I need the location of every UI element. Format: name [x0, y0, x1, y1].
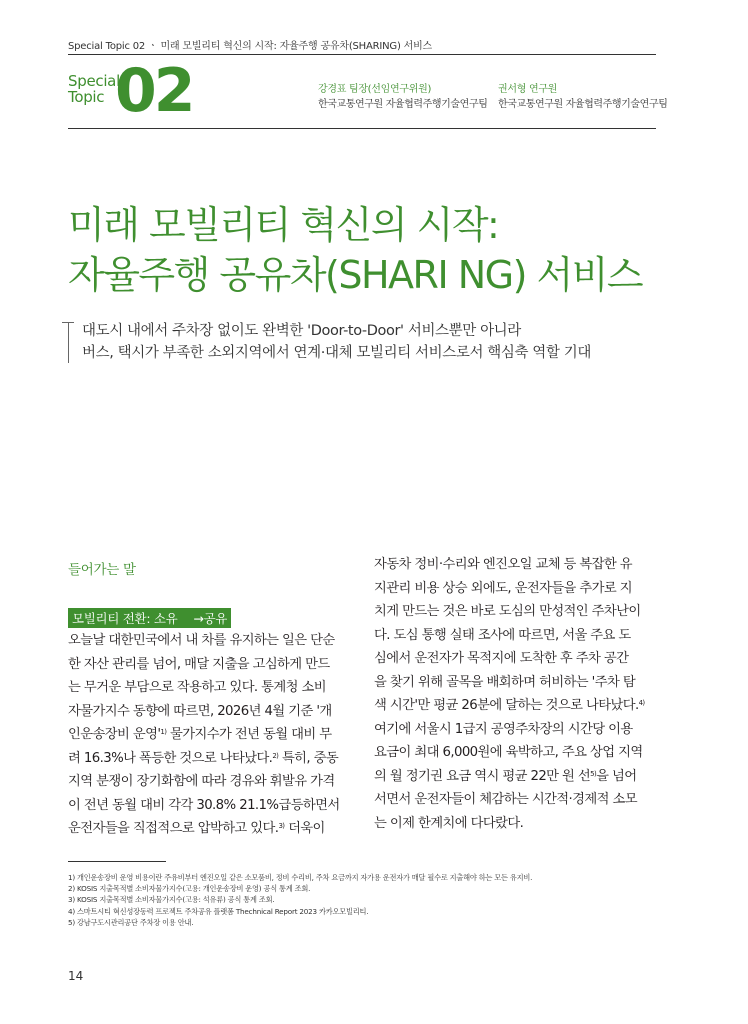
- footnote: 3) KOSIS 지출목적별 소비자물가지수(고용: 석유류) 공식 통계 조회.: [68, 895, 275, 905]
- lead-summary: [82, 320, 591, 364]
- body-text: 지역 분쟁이 장기화함에 따라 경유와 휘발유 가격: [68, 774, 335, 789]
- author-name: 강경표 팀장(선임연구위원): [318, 84, 432, 95]
- body-line: [374, 718, 664, 742]
- special-topic-label-line2: Topic: [68, 88, 105, 106]
- topic-number: 02: [115, 56, 193, 126]
- body-text: 더욱이: [284, 821, 325, 836]
- body-text: 는 무거운 부담으로 작용하고 있다. 통계청 소비: [68, 680, 327, 695]
- body-text: 을 넘어: [596, 768, 637, 784]
- body-text: 물가지수가 전년 동월 대비 무: [166, 727, 332, 742]
- body-line: [374, 694, 664, 718]
- body-line: [374, 765, 664, 789]
- body-text: 인운송장비 운영': [68, 727, 161, 742]
- body-line: [68, 629, 358, 653]
- body-text: 는 이제 한계치에 다다랐다.: [374, 815, 524, 831]
- body-text: 다. 도심 통행 실태 조사에 따르면, 서울 주요 도: [374, 627, 631, 643]
- body-line: [374, 812, 664, 836]
- body-line: [374, 788, 664, 812]
- author-block-2: [498, 80, 667, 110]
- body-text: 한 자산 관리를 넘어, 매달 지출을 고심하게 만드: [68, 656, 330, 672]
- right-column: [374, 553, 664, 835]
- topic-rule: [68, 128, 656, 129]
- footnotes: [68, 872, 532, 928]
- body-line: [68, 653, 358, 677]
- body-text: 서면서 운전자들이 체감하는 시간적·경제적 소모: [374, 792, 638, 807]
- running-header: Special Topic 02 ㆍ 미래 모빌리티 혁신의 시작: 자율주행 공유차(SHARING) 서비스: [68, 41, 433, 52]
- body-text: 색 시간'만 평균 26분에 달하는 것으로 나타났다.: [374, 698, 639, 713]
- body-text: 요금이 최대 6,000원에 육박하고, 주요 상업 지역: [374, 745, 643, 760]
- body-line: [374, 671, 664, 695]
- body-text: 자물가지수 동향에 따르면, 2026년 4월 기준 '개: [68, 703, 332, 719]
- author-block-1: [318, 80, 487, 110]
- body-line: [68, 723, 358, 747]
- body-text: 을 찾기 위해 골목을 배회하며 허비하는 '주차 탐: [374, 674, 636, 690]
- article-title-line2: 자율주행 공유차(SHARI NG) 서비스: [68, 253, 643, 297]
- body-line: [374, 741, 664, 765]
- intro-heading: 들어가는 말: [68, 562, 136, 578]
- footnote: 4) 스마트시티 혁신성장동력 프로젝트 주차공유 플랫폼 Thechnical Report 2023 카카오모빌리티.: [68, 906, 369, 916]
- special-topic-label: [68, 73, 120, 105]
- author-org: 한국교통연구원 자율협력주행기술연구팀: [318, 99, 488, 110]
- body-line: [68, 747, 358, 771]
- body-text: 지관리 비용 상승 외에도, 운전자들을 추가로 지: [374, 580, 633, 596]
- article-title-line1: 미래 모빌리티 혁신의 시작:: [68, 203, 499, 247]
- body-line: [68, 676, 358, 700]
- header-rule: [68, 54, 656, 55]
- body-text: 려 16.3%나 폭등한 것으로 나타났다.: [68, 750, 273, 766]
- footnote: 2) KOSIS 지출목적별 소비자물가지수(고용: 개인운송장비 운영) 공식 통계 조회.: [68, 884, 311, 894]
- article-title: [68, 200, 642, 300]
- footnote-rule: [68, 861, 166, 862]
- lead-line1: 대도시 내에서 주차장 없이도 완벽한 'Door-to-Door' 서비스뿐만 아니라: [82, 323, 521, 339]
- footnote: 5) 강남구도시관리공단 주차장 이용 안내.: [68, 917, 194, 927]
- special-topic-label-line1: Special: [68, 72, 120, 90]
- page-number: 14: [68, 969, 84, 983]
- footnote: 1) 개인운송장비 운영 비용이란 주유비부터 엔진오일 같은 소모품비, 정비 수리비, 주차 요금까지 자가용 운전자가 매달 필수로 지출해야 하는 모든 유지비.: [68, 873, 533, 882]
- body-line: [374, 553, 664, 577]
- body-text: 특히, 중동: [278, 750, 339, 766]
- body-line: [68, 794, 358, 818]
- author-name: 권서형 연구원: [498, 84, 558, 95]
- footnote-ref: 5): [590, 769, 597, 778]
- body-line: [374, 577, 664, 601]
- body-text: 치게 만드는 것은 바로 도심의 만성적인 주차난이: [374, 604, 641, 619]
- body-text: 의 월 정기권 요금 역시 평균 22만 원 선: [374, 768, 591, 784]
- lead-line2: 버스, 택시가 부족한 소외지역에서 연계·대체 모빌리티 서비스로서 핵심축 역할 기대: [82, 345, 591, 361]
- body-line: [68, 817, 358, 841]
- body-text: 오늘날 대한민국에서 내 차를 유지하는 일은 단순: [68, 633, 335, 648]
- author-org: 한국교통연구원 자율협력주행기술연구팀: [498, 99, 668, 110]
- body-line: [68, 700, 358, 724]
- body-line: [374, 624, 664, 648]
- body-line: [374, 647, 664, 671]
- footnote-ref: 1): [160, 728, 167, 736]
- footnote-ref: 4): [638, 699, 645, 707]
- footnote-ref: 3): [278, 822, 285, 830]
- lead-bar: [68, 323, 69, 363]
- body-text: 여기에 서울시 1급지 공영주차장의 시간당 이용: [374, 721, 633, 737]
- body-line: [68, 770, 358, 794]
- body-text: 운전자들을 직접적으로 압박하고 있다.: [68, 821, 279, 836]
- body-line: [374, 600, 664, 624]
- section-subheading: 모빌리티 전환: 소유 →공유: [68, 608, 231, 628]
- body-text: 심에서 운전자가 목적지에 도착한 후 주차 공간: [374, 651, 629, 666]
- left-column: [68, 629, 358, 841]
- footnote-ref: 2): [272, 751, 279, 760]
- body-text: 이 전년 동월 대비 각각 30.8% 21.1%급등하면서: [68, 797, 340, 813]
- body-text: 자동차 정비·수리와 엔진오일 교체 등 복잡한 유: [374, 557, 633, 572]
